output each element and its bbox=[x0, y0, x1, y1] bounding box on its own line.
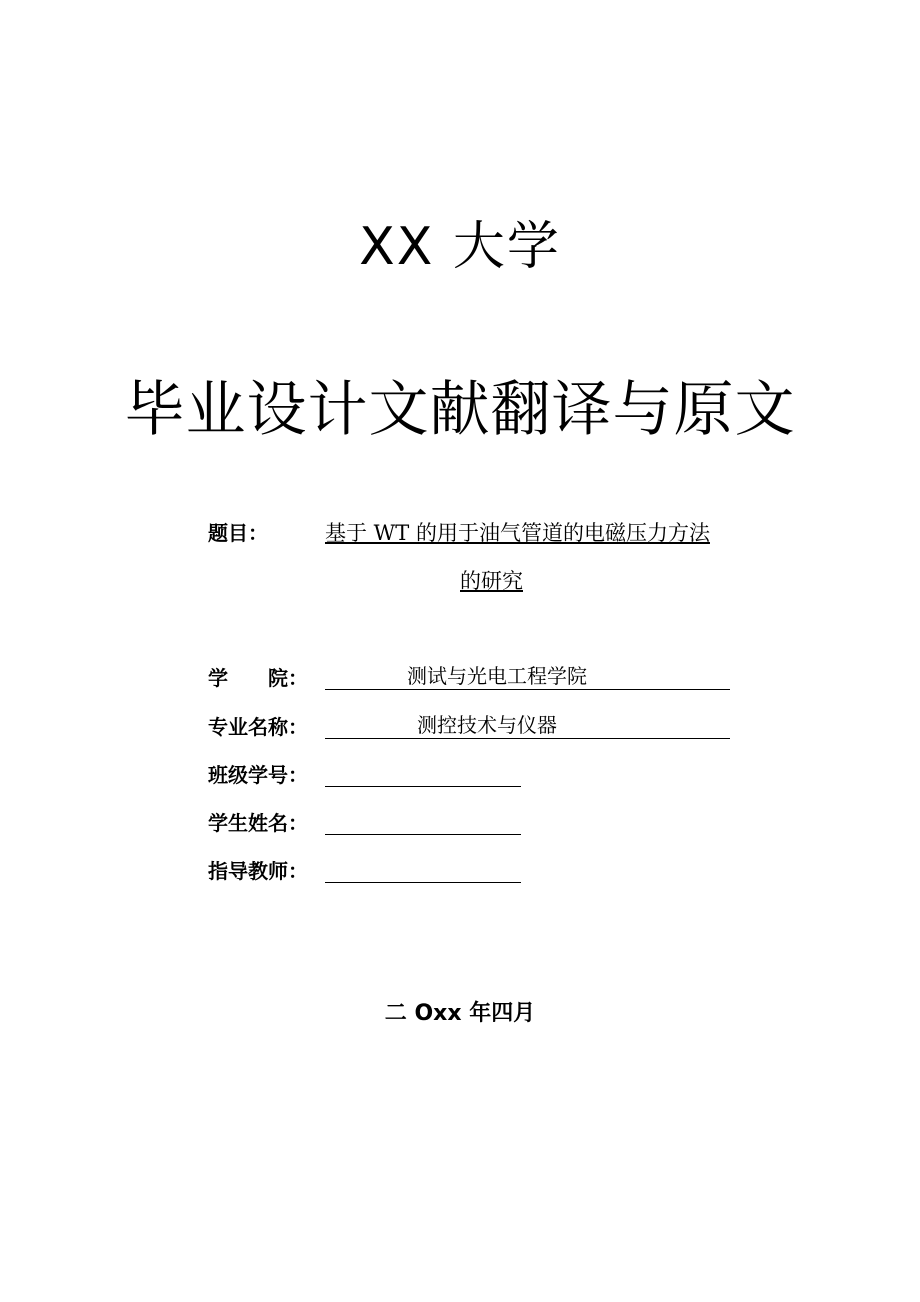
subject-label: 题目： bbox=[208, 521, 268, 545]
subject-line-1: 基于 WT 的用于油气管道的电磁压力方法 bbox=[325, 521, 710, 545]
student-name-field bbox=[325, 808, 521, 835]
college-value: 测试与光电工程学院 bbox=[407, 664, 587, 688]
major-value: 测控技术与仪器 bbox=[417, 713, 557, 737]
submission-date: 二 Oxx 年四月 bbox=[384, 1001, 536, 1026]
university-name: XX 大学 bbox=[359, 217, 561, 277]
advisor-label: 指导教师： bbox=[208, 859, 308, 883]
document-title: 毕业设计文献翻译与原文 bbox=[124, 375, 796, 445]
major-field bbox=[325, 712, 730, 739]
subject-line-2: 的研究 bbox=[460, 569, 523, 593]
class-id-field bbox=[325, 760, 521, 787]
major-label: 专业名称： bbox=[208, 715, 308, 739]
college-field bbox=[325, 663, 730, 690]
class-id-label: 班级学号： bbox=[208, 763, 308, 787]
college-label: 学 院： bbox=[208, 666, 308, 690]
student-name-label: 学生姓名： bbox=[208, 811, 308, 835]
advisor-field bbox=[325, 856, 521, 883]
